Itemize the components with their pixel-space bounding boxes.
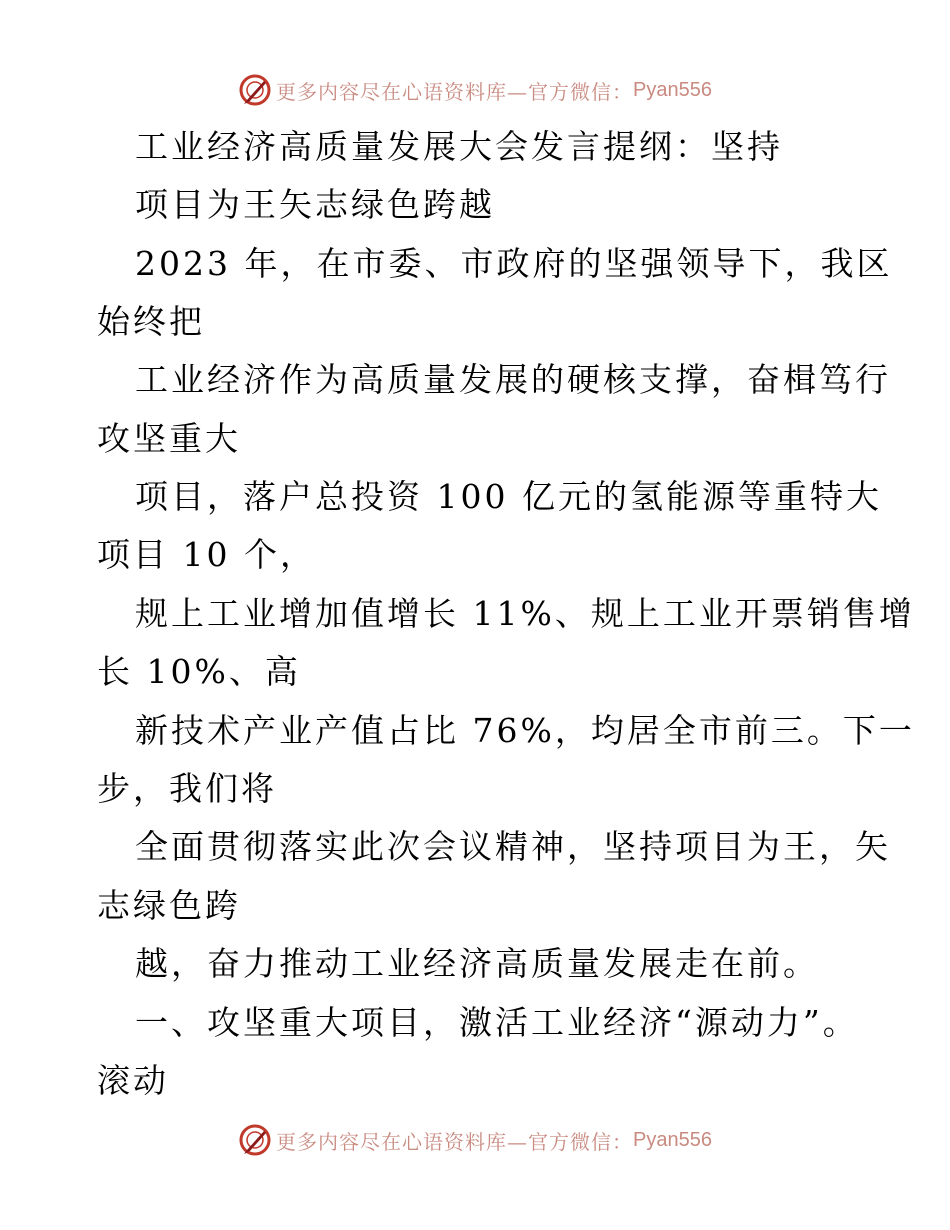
- text-line: 步，我们将: [97, 769, 277, 808]
- text-line: 工业经济高质量发展大会发言提纲：坚持: [135, 127, 783, 166]
- text-line: 项目 10 个，: [97, 535, 316, 574]
- watermark-text: 更多内容尽在心语资料库—官方微信：: [276, 1129, 634, 1154]
- watermark-id: Pyan556: [633, 1128, 712, 1151]
- text-line: 始终把: [97, 302, 205, 341]
- text-line: 滚动: [97, 1061, 169, 1100]
- text-line: 越，奋力推动工业经济高质量发展走在前。: [135, 944, 819, 983]
- text-line: 2023 年，在市委、市政府的坚强领导下，我区: [135, 244, 893, 283]
- text-line: 一、攻坚重大项目，激活工业经济“源动力”。: [135, 1003, 859, 1042]
- watermark-text: 更多内容尽在心语资料库—官方微信：: [276, 79, 634, 104]
- text-line: 项目，落户总投资 100 亿元的氢能源等重特大: [135, 477, 882, 516]
- text-line: 攻坚重大: [97, 419, 241, 458]
- text-line: 全面贯彻落实此次会议精神，坚持项目为王，矢: [135, 827, 891, 866]
- text-line: 工业经济作为高质量发展的硬核支撑，奋楫笃行: [135, 360, 891, 399]
- footer-watermark: [0, 1120, 950, 1160]
- text-line: 规上工业增加值增长 11%、规上工业开票销售增: [135, 594, 915, 633]
- text-line: 志绿色跨: [97, 886, 241, 925]
- text-line: 长 10%、高: [97, 652, 301, 691]
- text-line: 新技术产业产值占比 76%，均居全市前三。下一: [135, 711, 915, 750]
- watermark-id: Pyan556: [633, 78, 712, 101]
- pen-circle-logo-icon: [238, 1123, 272, 1157]
- text-line: 项目为王矢志绿色跨越: [135, 185, 495, 224]
